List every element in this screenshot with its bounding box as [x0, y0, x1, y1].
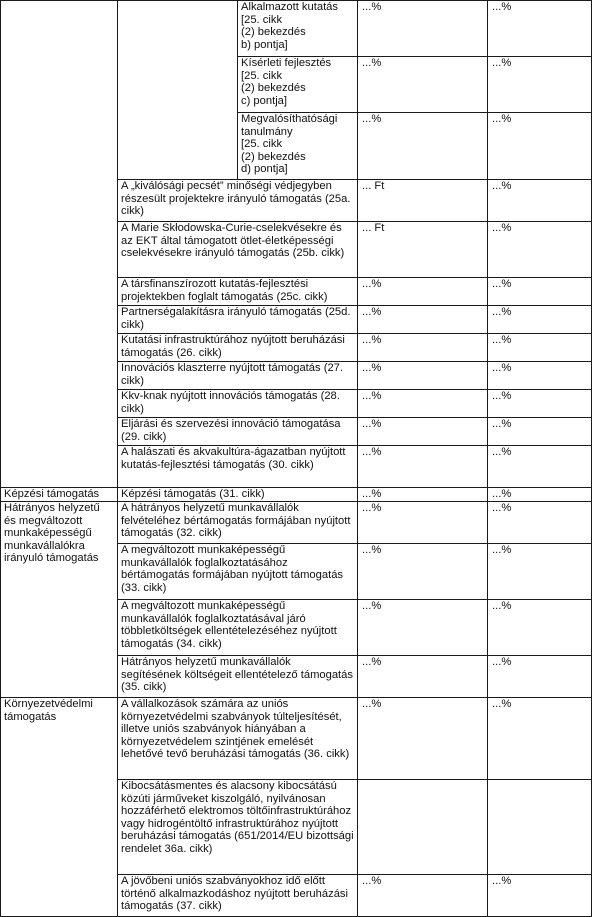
aid-intensity-cell: ... Ft	[358, 180, 488, 222]
aid-intensity-cell: ...%	[358, 57, 488, 113]
aid-intensity-cell: ...%	[358, 390, 488, 418]
aid-label-cell: Kibocsátásmentes és alacsony kibocsátású közúti járműveket kiszolgáló, nyilvánosan hozzáférhető elektromos töltőinfrastruktúrához vagy hidrogéntöltő infrastruktúrához nyújtott beruházási támogatás (651/2014/EU bizottsági rendelet 36a. cikk)	[118, 780, 358, 875]
table-row	[1, 502, 592, 544]
bonus-intensity-cell: ...%	[488, 502, 592, 544]
subcategory-cell: Kísérleti fejlesztés [25. cikk (2) bekezdés c) pontja]	[238, 57, 358, 113]
bonus-intensity-cell: ...%	[488, 875, 592, 917]
bonus-intensity-cell: ...%	[488, 544, 592, 600]
bonus-intensity-cell: ...%	[488, 113, 592, 180]
aid-intensity-cell: ...%	[358, 656, 488, 698]
category-cell: Környezetvédelmi támogatás	[1, 698, 118, 917]
bonus-intensity-cell: ...%	[488, 278, 592, 306]
subcategory-cell: Alkalmazott kutatás [25. cikk (2) bekezdés b) pontja]	[238, 1, 358, 57]
table-row	[1, 698, 592, 780]
aid-label-cell: A társfinanszírozott kutatás-fejlesztési projektekben foglalt támogatás (25c. cikk)	[118, 278, 358, 306]
aid-intensity-cell: ...%	[358, 875, 488, 917]
aid-intensity-cell: ...%	[358, 1, 488, 57]
bonus-intensity-cell: ...%	[488, 57, 592, 113]
aid-label-cell: A hátrányos helyzetű munkavállalók felvételéhez bértámogatás formájában nyújtott támogatás (32. cikk)	[118, 502, 358, 544]
bonus-intensity-cell: ...%	[488, 1, 592, 57]
aid-intensity-cell: ...%	[358, 502, 488, 544]
aid-intensity-cell: ...%	[358, 306, 488, 334]
aid-label-cell: A jövőbeni uniós szabványokhoz idő előtt történő alkalmazkodáshoz nyújtott beruházási támogatás (37. cikk)	[118, 875, 358, 917]
bonus-intensity-cell: ...%	[488, 656, 592, 698]
category-cell-empty	[1, 1, 118, 488]
aid-label-cell: A Marie Skłodowska-Curie-cselekvésekre és az EKT által támogatott ötlet-életképességi cselekvésekre irányuló támogatás (25b. cikk)	[118, 222, 358, 278]
aid-label-cell: A vállalkozások számára az uniós környezetvédelmi szabványok túlteljesítését, illetve uniós szabványok hiányában a környezetvédelem szintjének emelését lehetővé tevő beruházási támogatás (36. cikk)	[118, 698, 358, 780]
aid-label-cell: Innovációs klaszterre nyújtott támogatás (27. cikk)	[118, 362, 358, 390]
aid-label-cell: Hátrányos helyzetű munkavállalók segítésének költségeit ellentételező támogatás (35. cikk)	[118, 656, 358, 698]
aid-label-cell: A „kiválósági pecsét” minőségi védjegyben részesült projektekre irányuló támogatás (25a. cikk)	[118, 180, 358, 222]
category-cell: Hátrányos helyzetű és megváltozott munkaképességű munkavállalókra irányuló támogatás	[1, 502, 118, 698]
aid-label-cell: Kkv-knak nyújtott innovációs támogatás (28. cikk)	[118, 390, 358, 418]
bonus-intensity-cell: ...%	[488, 488, 592, 502]
aid-intensity-cell: ...%	[358, 600, 488, 656]
aid-label-cell: Kutatási infrastruktúrához nyújtott beruházási támogatás (26. cikk)	[118, 334, 358, 362]
aid-intensity-cell: ...%	[358, 113, 488, 180]
aid-label-cell: A megváltozott munkaképességű munkavállalók foglalkoztatásával járó többletköltségek ellentételezéséhez nyújtott támogatás (34. cikk)	[118, 600, 358, 656]
bonus-intensity-cell: ...%	[488, 334, 592, 362]
aid-intensity-cell: ...%	[358, 362, 488, 390]
aid-intensity-cell: ...%	[358, 278, 488, 306]
aid-intensity-cell: ...%	[358, 334, 488, 362]
aid-intensity-cell: ... Ft	[358, 222, 488, 278]
bonus-intensity-cell: ...%	[488, 698, 592, 780]
aid-intensity-cell	[358, 780, 488, 875]
bonus-intensity-cell: ...%	[488, 418, 592, 446]
category-cell: Képzési támogatás	[1, 488, 118, 502]
aid-intensity-cell: ...%	[358, 418, 488, 446]
bonus-intensity-cell: ...%	[488, 222, 592, 278]
table-row	[1, 1, 592, 57]
subcategory-cell: Megvalósíthatósági tanulmány [25. cikk (2) bekezdés d) pontja]	[238, 113, 358, 180]
aid-intensity-cell: ...%	[358, 488, 488, 502]
aid-intensity-cell: ...%	[358, 544, 488, 600]
aid-label-cell: A halászati és akvakultúra-ágazatban nyújtott kutatás-fejlesztési támogatás (30. cikk)	[118, 446, 358, 488]
bonus-intensity-cell: ...%	[488, 180, 592, 222]
aid-label-cell: A megváltozott munkaképességű munkavállalók foglalkoztatásához bértámogatás formájában nyújtott támogatás (33. cikk)	[118, 544, 358, 600]
label-cell-empty	[118, 1, 238, 180]
aid-label-cell: Képzési támogatás (31. cikk)	[118, 488, 358, 502]
bonus-intensity-cell: ...%	[488, 306, 592, 334]
aid-label-cell: Eljárási és szervezési innováció támogatása (29. cikk)	[118, 418, 358, 446]
bonus-intensity-cell: ...%	[488, 600, 592, 656]
bonus-intensity-cell: ...%	[488, 390, 592, 418]
bonus-intensity-cell: ...%	[488, 362, 592, 390]
aid-intensity-cell: ...%	[358, 698, 488, 780]
table-row	[1, 488, 592, 502]
aid-label-cell: Partnerségalakításra irányuló támogatás (25d. cikk)	[118, 306, 358, 334]
bonus-intensity-cell	[488, 780, 592, 875]
bonus-intensity-cell: ...%	[488, 446, 592, 488]
aid-intensity-cell: ...%	[358, 446, 488, 488]
